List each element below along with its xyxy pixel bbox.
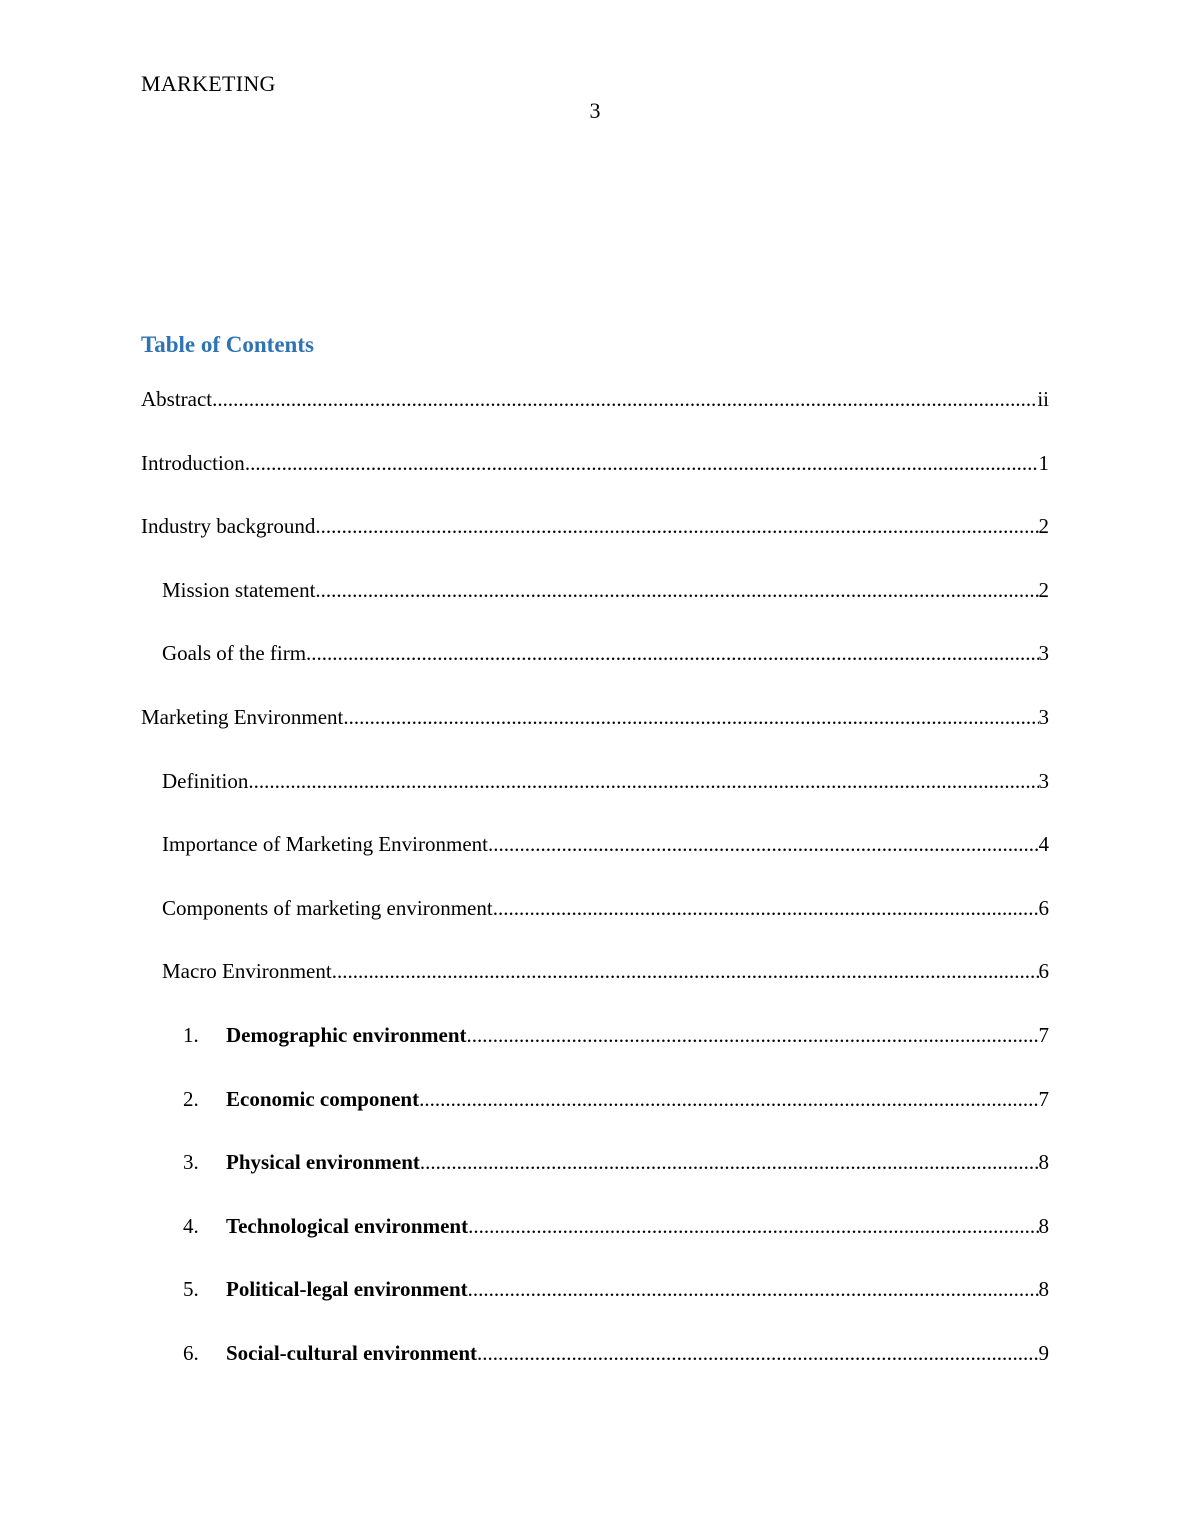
toc-page-number: 2 [1038,577,1049,602]
toc-entry-text: Goals of the firm [162,641,307,666]
toc-page-number: 6 [1038,895,1049,920]
toc-page-number: 7 [1038,1022,1049,1047]
toc-entry-text: Mission statement [162,577,316,602]
toc-entry-number: 5. [183,1277,199,1302]
toc-page-number: 3 [1038,641,1049,666]
toc-dot-leader [306,638,1038,668]
toc-dot-leader [477,1338,1038,1368]
toc-dot-leader [468,1274,1039,1304]
page-number: 3 [589,98,601,123]
toc-page-number: 2 [1038,514,1049,539]
toc-entry-text: Abstract [141,387,213,411]
toc-dot-leader [468,1211,1038,1241]
toc-entry-macro-environment[interactable] [141,956,1049,1020]
toc-entry-text: Political-legal environment [226,1277,468,1302]
toc-dot-leader [488,829,1039,859]
toc-heading: Table of Contents [141,332,314,357]
toc-entry-physical-environment[interactable] [141,1147,1049,1211]
toc-dot-leader [493,893,1039,923]
toc-page-number: 8 [1038,1213,1049,1238]
toc-page-number: 9 [1038,1340,1049,1365]
toc-entry-text: Physical environment [226,1150,420,1175]
toc-dot-leader [245,448,1039,478]
toc-entry-number: 1. [183,1022,199,1047]
toc-dot-leader [212,384,1037,414]
toc-entry-abstract[interactable] [141,384,1049,448]
toc-dot-leader [332,956,1039,986]
toc-dot-leader [467,1020,1039,1050]
toc-entry-number: 3. [183,1150,199,1175]
toc-entry-mission-statement[interactable] [141,575,1049,639]
toc-page-number: 8 [1038,1150,1049,1175]
toc-dot-leader [315,575,1038,605]
toc-page-number: 8 [1038,1277,1049,1302]
toc-entry-text: Marketing Environment [141,704,344,729]
toc-entry-goals-of-the-firm[interactable] [141,638,1049,702]
toc-page-number: 3 [1038,704,1049,729]
running-header: MARKETING [141,71,276,96]
toc-page-number: 7 [1038,1086,1049,1111]
toc-entry-text: Introduction [141,450,245,475]
toc-page-number: ii [1037,387,1049,411]
toc-entry-text: Economic component [226,1086,420,1111]
toc-entry-text: Macro Environment [162,959,332,984]
toc-dot-leader [248,766,1038,796]
toc-entry-definition[interactable] [141,766,1049,830]
toc-entry-number: 2. [183,1086,199,1111]
toc-entry-text: Definition [162,768,249,793]
toc-entry-text: Industry background [141,514,316,539]
toc-page-number: 1 [1038,450,1049,475]
toc-entry-introduction[interactable] [141,448,1049,512]
toc-page-number: 6 [1038,959,1049,984]
table-of-contents [141,384,1049,1402]
toc-entry-political-legal-environment[interactable] [141,1274,1049,1338]
toc-entry-text: Technological environment [226,1213,469,1238]
toc-entry-text: Components of marketing environment [162,895,493,920]
toc-entry-technological-environment[interactable] [141,1211,1049,1275]
toc-page-number: 3 [1038,768,1049,793]
toc-dot-leader [419,1084,1038,1114]
toc-entry-number: 6. [183,1340,199,1365]
toc-entry-social-cultural-environment[interactable] [141,1338,1049,1402]
toc-entry-industry-background[interactable] [141,511,1049,575]
toc-entry-importance-of-marketing-environment[interactable] [141,829,1049,893]
toc-dot-leader [343,702,1038,732]
toc-entry-marketing-environment[interactable] [141,702,1049,766]
toc-entry-demographic-environment[interactable] [141,1020,1049,1084]
toc-page-number: 4 [1038,832,1049,857]
toc-entry-text: Demographic environment [226,1022,467,1047]
toc-entry-text: Social-cultural environment [226,1340,478,1365]
toc-dot-leader [315,511,1038,541]
toc-entry-number: 4. [183,1213,199,1238]
toc-entry-text: Importance of Marketing Environment [162,832,488,857]
toc-entry-components-of-marketing-environment[interactable] [141,893,1049,957]
toc-entry-economic-component[interactable] [141,1084,1049,1148]
toc-dot-leader [420,1147,1039,1177]
